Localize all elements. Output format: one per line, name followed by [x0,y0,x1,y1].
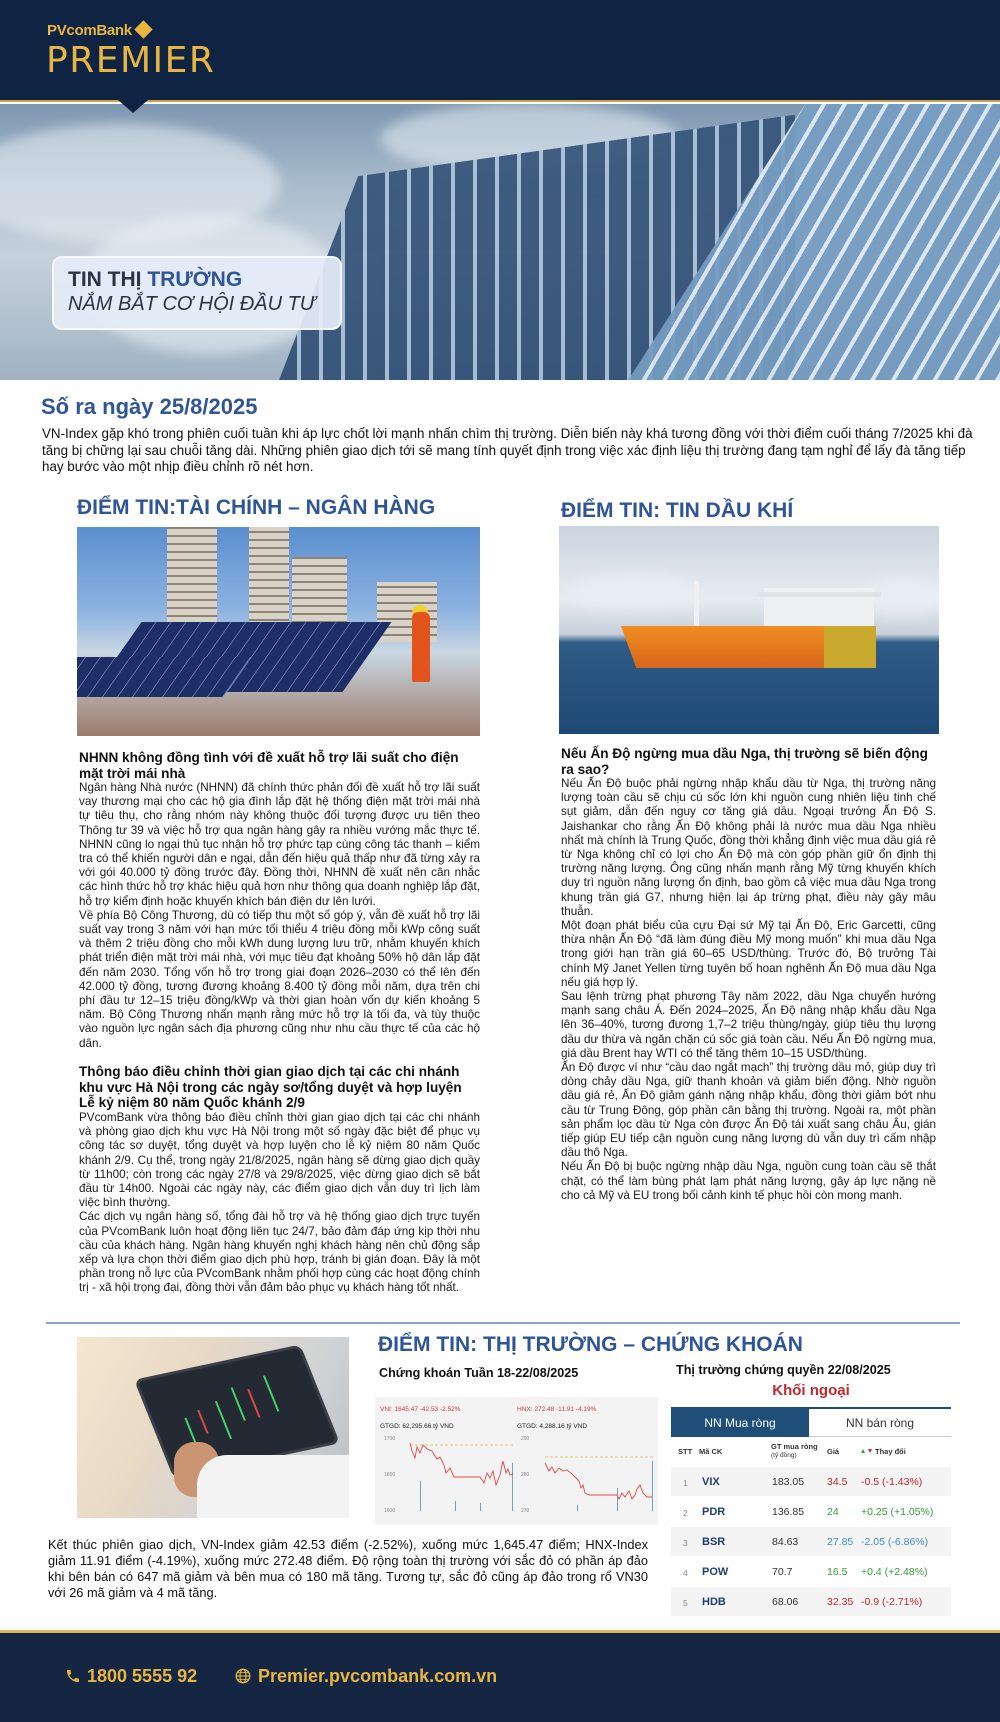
brand-main-text: PREMIER [46,40,216,81]
tower-shape [249,527,289,627]
row-net-buy-value: 70.7 [772,1566,793,1578]
hero-subtitle: NẮM BẮT CƠ HỘI ĐẦU TƯ [68,293,316,315]
candle-shape [231,1387,246,1420]
warrant-label: Thị trường chứng quyền 22/08/2025 [676,1363,891,1377]
finance-article1-body [79,781,480,1051]
intro-paragraph: VN-Index gặp khó trong phiên cuối tuần khi áp lực chốt lời mạnh nhấn chìm thị trường. Diễn biến này khá tương đồng với thời điểm cuối tháng 7/2025 khi đà tăng bị chững lại sau chuỗi tăng dài. Những phiên giao dịch tới sẽ mang tính quyết định trong việc xác định liệu thị trường đang tạm nghỉ để lấy đà tăng tiếp hay bước vào một nhịp điều chỉnh rõ nét hơn. [42,426,973,474]
volume-bar [577,1505,578,1511]
hero-title [68,268,326,292]
up-triangle-icon [861,1449,865,1453]
oil-heading: ĐIỂM TIN: TIN DẦU KHÍ [561,499,794,522]
tab-net-buy[interactable]: NN Mua ròng [671,1409,809,1437]
row-net-buy-value: 84.63 [772,1536,799,1548]
article-paragraph: Ấn Độ được ví như “cầu dao ngắt mạch” thị trường dầu mỏ, giúp duy trì dòng chảy dầu Nga, giữ thanh khoản và giảm biến động. Nhờ nguồn dầu giá rẻ, Ấn Độ giảm gánh nặng nhập khẩu, đồng thời giảm bớt nhu cầu từ Trung Đông, góp phần cân bằng thị trường. Ngoài ra, một phần sản phẩm lọc dầu từ Nga còn được Ấn Độ tái xuất sang châu Âu, gián tiếp giúp EU tiếp cận nguồn cung năng lượng dù vẫn duy trì cấm nhập dầu thô Nga. [561,1061,936,1160]
volume-bar [512,1463,513,1511]
vni-chart [380,1397,520,1525]
row-net-buy-value: 183.05 [772,1476,805,1488]
oil-tanker-photo [559,526,939,734]
article-paragraph: Ngân hàng Nhà nước (NHNN) đã chính thức phản đối đề xuất hỗ trợ lãi suất vay thương mại cho các hộ gia đình lắp đặt hệ thống điện mặt trời mái nhà tự tiêu thụ, cho rằng nhóm này không thuộc đối tượng được ưu tiên theo Thông tư 39 và việc hỗ trợ qua ngân hàng gây ra nhiều vướng mắc thực tế. NHNN cũng lo ngại thủ tục nhận hỗ trợ phức tạp cùng công tác thanh – kiểm tra có thể khiến người dân e ngại, dẫn đến hiệu quả thấp như đã từng xảy ra với gói 40.000 tỷ đồng trước đây. Đồng thời, NHNN đề xuất nên cân nhắc các hình thức hỗ trợ khác hiệu quả hơn như thông qua doanh nghiệp lắp đặt, hỗ trợ kiểm định hoặc khuyến khích bán điện dư lên lưới. [79,781,480,908]
vni-tick: 1600 [384,1508,396,1514]
volume-bar [652,1461,653,1511]
header-notch [118,100,148,113]
vni-gtgd: GTGD: 62,295.66 tỷ VND [380,1423,454,1430]
oil-article-body [561,777,936,1203]
footer-phone[interactable] [65,1666,197,1687]
hnx-chart-svg [517,1433,655,1525]
row-change: +0.25 (+1.05%) [861,1506,934,1518]
ship-mast-shape [694,581,699,629]
volume-bar [420,1481,421,1511]
article-paragraph: Các dịch vụ ngân hàng số, tổng đài hỗ trợ và hệ thống giao dịch trực tuyến của PVcomBank luôn hoạt động liên tục 24/7, bảo đảm đáp ứng kịp thời nhu cầu của khách hàng. Ngân hàng khuyến nghị khách hàng nên chủ động sắp xếp và lựa chọn thời điểm giao dịch phù hợp, tránh bị gián đoạn. Đây là một phần trong nỗ lực của PVcomBank nhằm phối hợp cùng các hoạt động chính trị - xã hội trọng đại, đồng thời vẫn đảm bảo phục vụ khách hàng tốt nhất. [79,1210,480,1295]
row-net-buy-value: 68.06 [772,1596,799,1608]
header-change-label: Thay đổi [875,1447,906,1456]
volume-bar [617,1488,618,1511]
globe-icon [234,1667,252,1685]
header-gt-line1: GT mua ròng [771,1442,818,1451]
stocks-heading: ĐIỂM TIN: THỊ TRƯỜNG – CHỨNG KHOÁN [378,1333,803,1356]
row-price: 16.5 [827,1566,848,1578]
volume-bar [480,1503,481,1511]
website-link: Premier.pvcombank.com.vn [258,1666,498,1686]
hnx-title: HNX: 272.48 -11.91 -4.19% [517,1406,597,1413]
footer-website[interactable] [234,1666,497,1687]
vni-title: VNI: 1645.47 -42.53 -2.52% [380,1406,461,1413]
finance-heading: ĐIỂM TIN:TÀI CHÍNH – NGÂN HÀNG [77,496,436,519]
row-price: 34.5 [827,1476,848,1488]
hnx-price-line [545,1463,652,1499]
table-row[interactable] [671,1587,951,1616]
header-gt [771,1442,818,1460]
candle-shape [263,1375,279,1411]
finance-article1-title: NHNN không đồng tình với đề xuất hỗ trợ lãi suất cho điện mặt trời mái nhà [79,750,459,781]
stock-tablet-photo [77,1337,349,1518]
table-row[interactable] [671,1557,951,1586]
foreign-title: Khối ngoại [772,1382,850,1399]
hnx-tick: 280 [521,1472,530,1478]
candle-shape [247,1389,260,1418]
article-paragraph: Một đoạn phát biểu của cựu Đại sứ Mỹ tại Ấn Độ, Eric Garcetti, cũng thừa nhận Ấn Độ “đã làm đúng điều Mỹ mong muốn” khi mua dầu Nga trong giới hạn trần giá 60–65 USD/thùng. Trước đó, Bộ trưởng Tài chính Mỹ Janet Yellen từng tuyên bố hoan nghênh Ấn Độ mua dầu Nga nếu giá hợp lý. [561,919,936,989]
hnx-tick: 290 [521,1436,530,1442]
solar-panel-photo [77,527,480,736]
row-stt: 1 [683,1478,688,1488]
cloud-shape [569,571,699,611]
foreign-trading-table [671,1382,951,1619]
article-paragraph: Nếu Ấn Độ bị buộc ngừng nhập dầu Nga, nguồn cung toàn cầu sẽ thắt chặt, có thể làm bùng phát lạm phát năng lượng, gây áp lực nặng nề cho cả Mỹ và EU trong bối cảnh kinh tế phục hồi còn mong manh. [561,1160,936,1202]
article-paragraph: Nếu Ấn Độ buộc phải ngừng nhập khẩu dầu từ Nga, thị trường năng lượng toàn cầu sẽ chịu cú sốc lớn khi nguồn cung nhiên liệu tinh chế sụt giảm, dẫn đến nguy cơ tăng giá dầu. Ngoại trưởng Ấn Độ S. Jaishankar cho rằng Ấn Độ không phải là nước mua dầu Nga nhiều nhất mà chính là Trung Quốc, đồng thời khẳng định việc mua dầu giá rẻ từ Nga không chỉ có lợi cho Ấn Độ mà còn góp phần giữ ổn định thị trường năng lượng. Ông cũng nhấn mạnh rằng Mỹ từng khuyến khích duy trì nguồn năng lượng ổn định, bao gồm cả việc mua dầu Nga trong khung trần giá G7, nhưng hiện lại áp trừng phạt, điều này gây mâu thuẫn. [561,777,936,918]
row-price: 32.35 [827,1596,854,1608]
volume-bar [455,1501,456,1511]
vni-tick: 1700 [384,1436,396,1442]
issue-date: Số ra ngày 25/8/2025 [41,394,258,419]
section-divider [46,1322,960,1324]
phone-number: 1800 5555 92 [87,1666,198,1686]
row-price: 27.85 [827,1536,854,1548]
row-change: -2.05 (-6.86%) [861,1536,929,1548]
volume-bars [577,1461,653,1511]
finance-article2-body [79,1111,480,1296]
index-charts [375,1397,658,1525]
vni-price-line [410,1443,513,1485]
diamond-logo-icon [134,20,152,38]
row-net-buy-value: 136.85 [772,1506,805,1518]
table-row[interactable] [671,1497,951,1526]
phone-icon [65,1668,81,1684]
down-triangle-icon [868,1449,872,1453]
row-stt: 4 [683,1568,688,1578]
row-change: -0.5 (-1.43%) [861,1476,923,1488]
market-summary: Kết thúc phiên giao dịch, VN-Index giảm 42.53 điểm (-2.52%), xuống mức 1,645.47 điểm; HNX-Index giảm 11.91 điểm (-4.19%), xuống mức 272.48 điểm. Độ rộng toàn thị trường với sắc đỏ có phần áp đảo khi bên bán có 647 mã giảm và bên mua có 180 mã tăng. Tương tự, sắc đỏ cũng áp đảo trong rổ VN30 với 26 mã giảm và 4 mã tăng. [48,1537,648,1600]
row-code: VIX [702,1476,720,1488]
page-footer [0,1630,1000,1722]
table-row[interactable] [671,1527,951,1556]
tab-net-sell[interactable]: NN bán ròng [809,1409,951,1437]
worker-shape [412,612,430,682]
hero-banner [0,104,1000,380]
article-paragraph: Về phía Bộ Công Thương, dù có tiếp thu một số góp ý, vẫn đề xuất hỗ trợ lãi suất vay trong 3 năm với hạn mức tối thiểu 4 triệu đồng mỗi kWp công suất và thêm 2 triệu đồng cho mỗi kWh dung lượng lưu trữ, nhằm khuyến khích phát triển điện mặt trời mái nhà, với mục tiêu đạt khoảng 50% hộ dân lắp đặt đến năm 2030. Tổng vốn hỗ trợ trong giai đoạn 2026–2030 có thể lên đến 42.000 tỷ đồng, tương đương khoảng 8.400 tỷ đồng mỗi năm, dựa trên chi phí đầu tư 12–15 triệu đồng/kWp và thời gian hoàn vốn dự kiến khoảng 5 năm. Bộ Công Thương nhấn mạnh rằng mức hỗ trợ là tối đa, và tùy thuộc vào nguồn lực ngân sách địa phương cũng như nhu cầu thực tế của các hộ dân. [79,908,480,1050]
header-stt: STT [678,1447,693,1456]
hnx-gtgd: GTGD: 4,288.16 tỷ VND [517,1423,588,1430]
panel-shape [77,657,251,697]
brand-top-text: PVcomBank [47,22,132,39]
hnx-tick: 270 [521,1508,530,1514]
sleeve-shape [197,1455,349,1518]
vni-chart-svg [380,1433,515,1525]
header-code: Mã CK [699,1447,723,1456]
row-stt: 5 [683,1598,688,1608]
article-paragraph: Sau lệnh trừng phạt phương Tây năm 2022, dầu Nga chuyển hướng mạnh sang châu Á. Đến 2024–2025, Ấn Độ nâng nhập khẩu dầu Nga lên 36–40%, tương đương 1,7–2 triệu thùng/ngày, giúp tiêu thụ lượng dầu dư thừa và ngăn chặn cú sốc giá toàn cầu. Nếu Ấn Độ ngừng mua, giá dầu Brent hay WTI có thể tăng thêm 10–15 USD/thùng. [561,990,936,1060]
article-paragraph: PVcomBank vừa thông báo điều chỉnh thời gian giao dịch tại các chi nhánh và phòng giao dịch khu vực Hà Nội trong một số ngày đặc biệt để phục vụ công tác sơ duyệt, tổng duyệt và hợp luyện cho lễ kỷ niệm 80 năm Quốc khánh 2/9. Cụ thể, trong ngày 21/8/2025, ngân hàng sẽ dừng giao dịch quầy từ 11h00; còn trong các ngày 27/8 và 29/8/2025, việc dừng giao dịch sẽ bắt đầu từ 14h00. Ngoài các ngày này, các điểm giao dịch vẫn duy trì lịch làm việc bình thường. [79,1111,480,1210]
brand-logo [47,22,150,39]
ship-deck-shape [757,592,881,597]
row-code: POW [702,1566,729,1578]
hero-title-box [52,256,342,330]
row-code: HDB [702,1596,726,1608]
row-code: PDR [702,1506,726,1518]
oil-article-title: Nếu Ấn Độ ngừng mua dầu Nga, thị trường sẽ biến động ra sao? [561,746,928,777]
hero-title-part2: TRƯỜNG [147,268,243,291]
candle-shape [215,1401,232,1439]
finance-article2-title: Thông báo điều chỉnh thời gian giao dịch tại các chi nhánh khu vực Hà Nội trong các ngày sơ/tổng duyệt và hợp luyện Lễ kỷ niệm 80 năm Quốc khánh 2/9 [79,1064,462,1110]
vni-tick: 1650 [384,1472,396,1478]
row-price: 24 [827,1506,839,1518]
row-change: -0.9 (-2.71%) [861,1596,923,1608]
table-row[interactable] [671,1467,951,1496]
volume-bars [420,1463,513,1511]
hero-title-part1: TIN THỊ [68,268,148,291]
foreign-tabs [671,1407,951,1437]
candle-shape [197,1410,208,1434]
header-change [861,1447,906,1456]
header-gt-line2: (tỷ đồng) [771,1452,797,1459]
header-price: Giá [827,1447,840,1456]
weekly-label: Chứng khoán Tuần 18-22/08/2025 [379,1366,579,1380]
row-stt: 2 [683,1508,688,1518]
row-code: BSR [702,1536,726,1548]
page-header [0,0,1000,102]
row-change: +0.4 (+2.48%) [861,1566,928,1578]
row-stt: 3 [683,1538,688,1548]
ship-stern-shape [824,626,876,668]
hnx-chart [517,1397,657,1525]
